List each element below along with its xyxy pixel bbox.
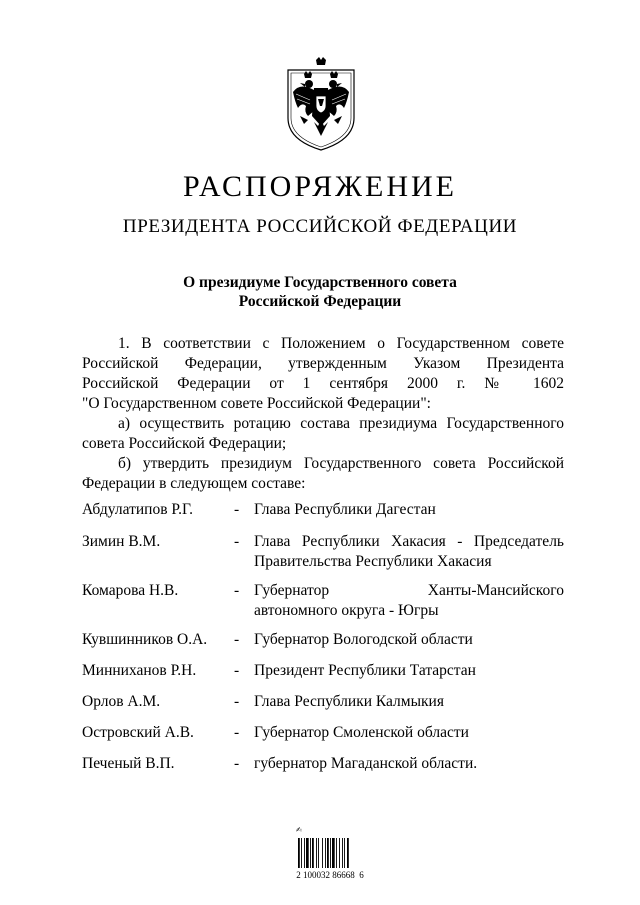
paragraph-1-line-1: 1. В соответствии с Положением о Государственном совете bbox=[118, 335, 564, 352]
barcode-bar bbox=[312, 838, 314, 868]
barcode-number: 2 100032 86668 6 bbox=[296, 870, 364, 880]
heading-line-2: Российской Федерации bbox=[238, 293, 402, 310]
member-position bbox=[254, 532, 564, 572]
barcode-icon bbox=[298, 838, 362, 868]
barcode-bar bbox=[336, 838, 337, 868]
member-name: Абдулатипов Р.Г. bbox=[82, 501, 194, 518]
member-name: Комарова Н.В. bbox=[82, 582, 179, 599]
barcode-bar bbox=[330, 838, 331, 868]
barcode-bar bbox=[325, 838, 326, 868]
member-dash: - bbox=[234, 582, 240, 599]
member-position-line-1: Глава Республики Дагестан bbox=[254, 501, 436, 518]
member-position-line-2: Правительства Республики Хакасия bbox=[254, 553, 492, 570]
barcode-bar bbox=[339, 838, 340, 868]
member-position-line-1: Губернатор Ханты-Мансийского bbox=[254, 582, 564, 599]
paragraph-1-line-2: Российской Федерации, утвержденным Указом Президента bbox=[82, 355, 564, 372]
member-position-line-2: автономного округа - Югры bbox=[254, 602, 439, 619]
item-a-line-2: совета Российской Федерации; bbox=[82, 435, 287, 452]
barcode-bar bbox=[327, 838, 329, 868]
member-position bbox=[254, 692, 564, 712]
member-position-line-1: Губернатор Вологодской области bbox=[254, 631, 473, 648]
member-name: Островский А.В. bbox=[82, 724, 194, 741]
document-subtitle: ПРЕЗИДЕНТА РОССИЙСКОЙ ФЕДЕРАЦИИ bbox=[122, 216, 518, 237]
member-position-line-1: Президент Республики Татарстан bbox=[254, 662, 476, 679]
member-dash: - bbox=[234, 755, 240, 772]
member-position bbox=[254, 661, 564, 681]
member-name: Минниханов Р.Н. bbox=[82, 662, 197, 679]
member-position-line-1: губернатор Магаданской области. bbox=[254, 755, 478, 772]
member-dash: - bbox=[234, 724, 240, 741]
member-position bbox=[254, 581, 564, 621]
member-name: Зимин В.М. bbox=[82, 533, 161, 550]
barcode-bar bbox=[310, 838, 311, 868]
item-b-line-1: б) утвердить президиум Государственного совета Российской bbox=[118, 455, 564, 472]
document-body bbox=[82, 334, 564, 494]
member-name: Кувшинников О.А. bbox=[82, 631, 208, 648]
member-name: Орлов А.М. bbox=[82, 693, 161, 710]
barcode-bar bbox=[342, 838, 343, 868]
member-position-line-1: Губернатор Смоленской области bbox=[254, 724, 469, 741]
member-dash: - bbox=[234, 662, 240, 679]
member-position bbox=[254, 500, 564, 520]
member-dash: - bbox=[234, 533, 240, 550]
barcode-bar bbox=[316, 838, 317, 868]
barcode-mark-icon: ✍ bbox=[296, 826, 302, 834]
member-dash: - bbox=[234, 501, 240, 518]
item-a-line-1: а) осуществить ротацию состава президиума Государственного bbox=[118, 415, 564, 432]
member-position-line-1: Глава Республики Калмыкия bbox=[254, 693, 444, 710]
item-b-line-2: Федерации в следующем составе: bbox=[82, 475, 306, 492]
member-name: Печеный В.П. bbox=[82, 755, 175, 772]
barcode-bar bbox=[344, 838, 345, 868]
barcode-bar bbox=[304, 838, 305, 868]
member-position bbox=[254, 630, 564, 650]
barcode-bar bbox=[298, 838, 300, 868]
member-dash: - bbox=[234, 631, 240, 648]
paragraph-1-line-4: "О Государственном совете Российской Федерации": bbox=[82, 395, 431, 412]
member-position bbox=[254, 723, 564, 743]
document-title: РАСПОРЯЖЕНИЕ bbox=[182, 170, 458, 203]
paragraph-1-line-3: Российской Федерации от 1 сентября 2000 г. № 1602 bbox=[82, 375, 564, 392]
barcode-bar bbox=[306, 838, 309, 868]
barcode-bar bbox=[332, 838, 335, 868]
member-dash: - bbox=[234, 693, 240, 710]
barcode-bar bbox=[301, 838, 302, 868]
russian-coat-of-arms-icon bbox=[284, 56, 358, 152]
barcode-bar bbox=[322, 838, 323, 868]
heading-line-1: О президиуме Государственного совета bbox=[183, 274, 457, 291]
document-heading bbox=[0, 273, 640, 311]
barcode-bar bbox=[318, 838, 319, 868]
member-position-line-1: Глава Республики Хакасия - Председатель bbox=[254, 533, 564, 550]
member-position bbox=[254, 754, 564, 774]
barcode bbox=[290, 826, 370, 882]
barcode-bar bbox=[347, 838, 349, 868]
